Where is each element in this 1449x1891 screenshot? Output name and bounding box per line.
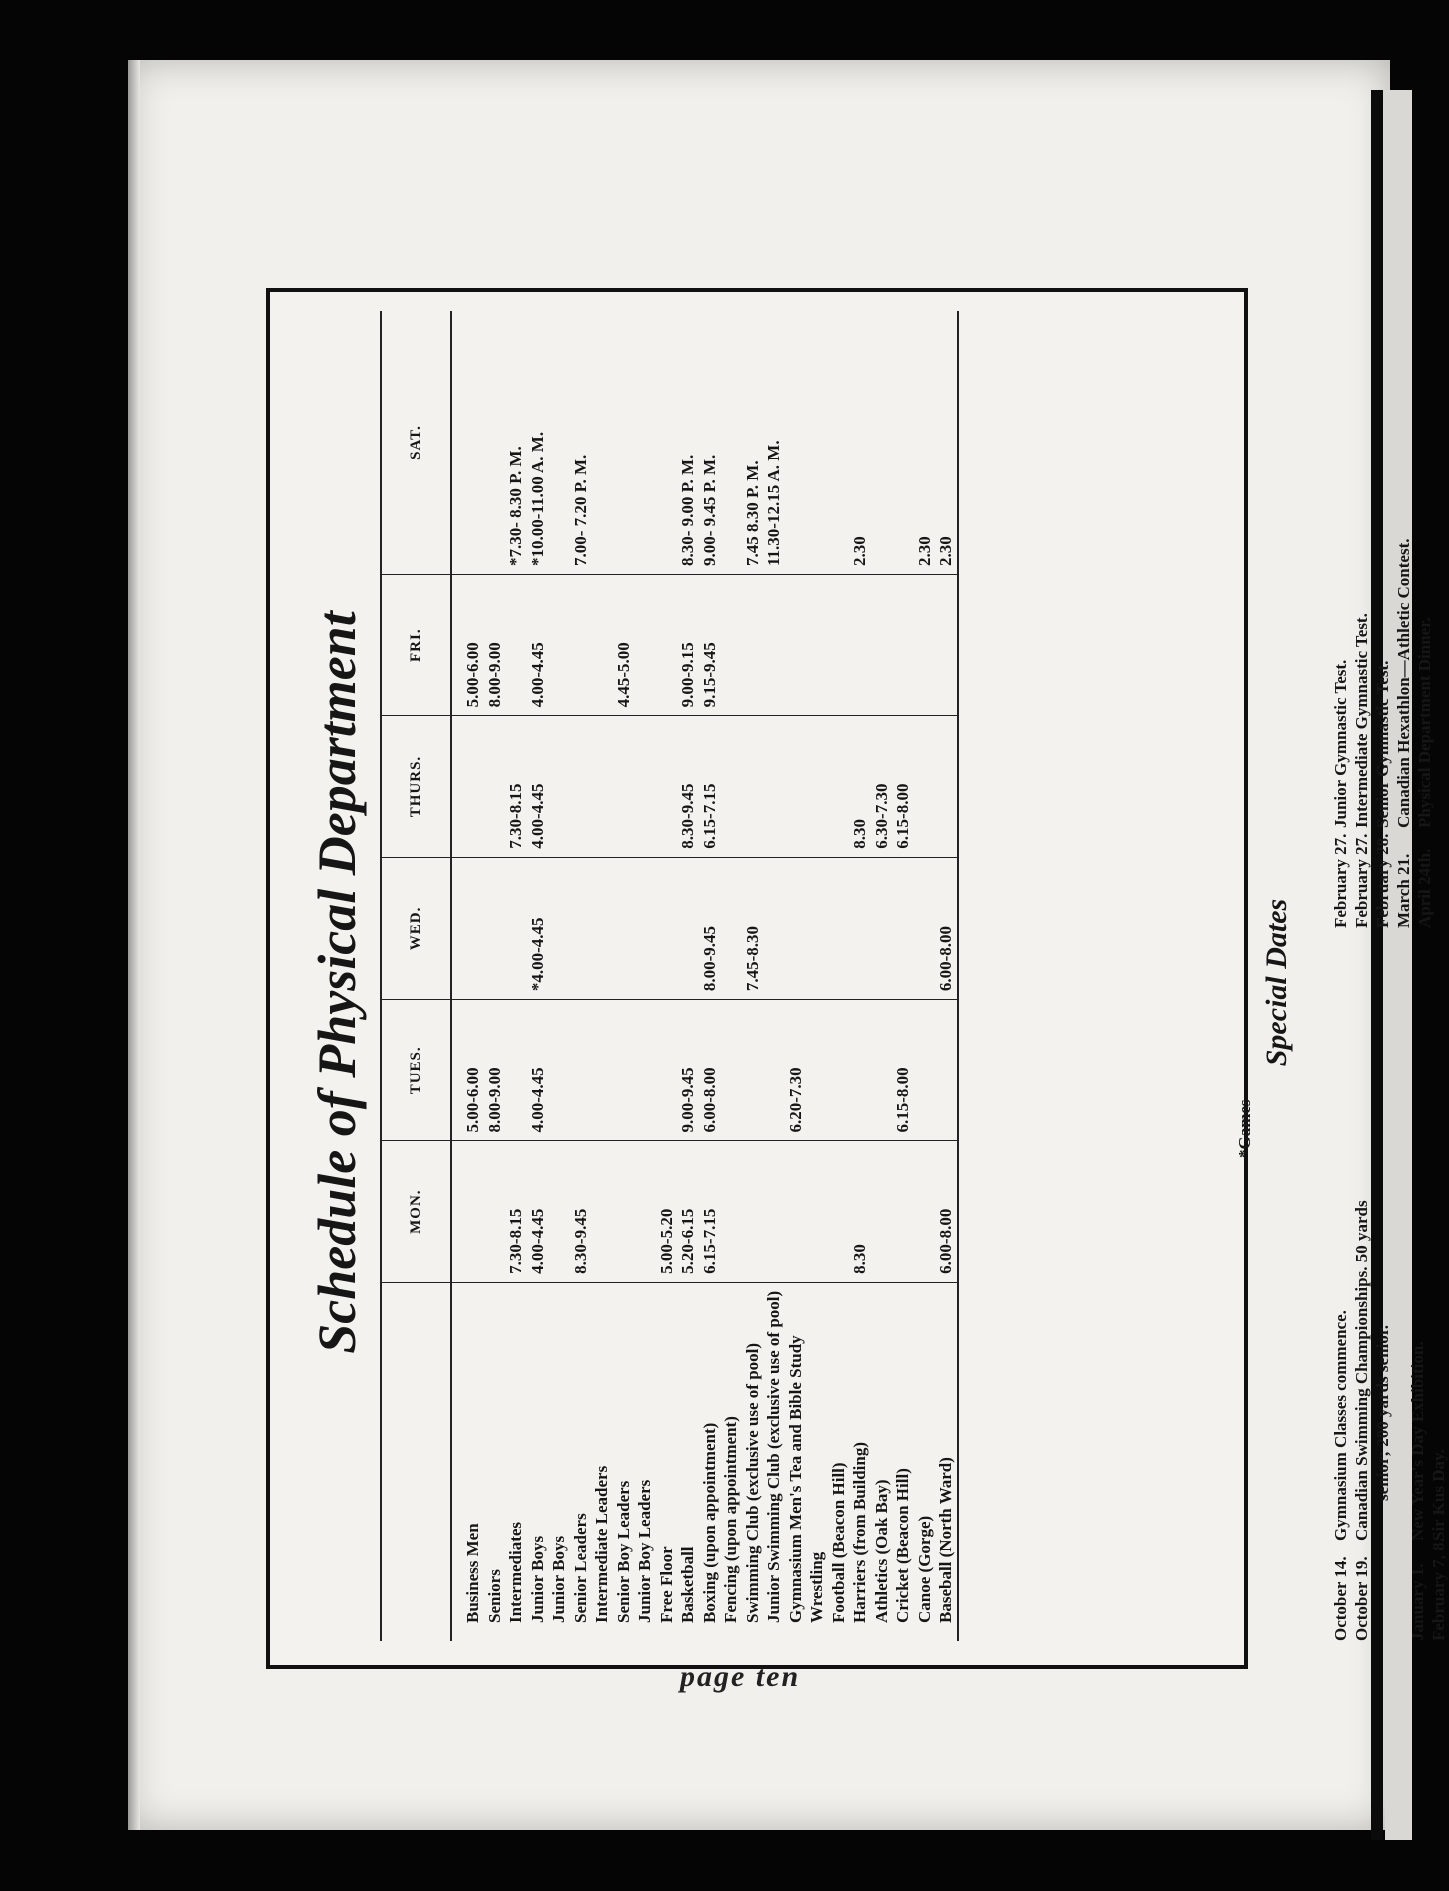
special-date-event: Intermediate Gymnastic Test. [1352, 613, 1371, 828]
special-dates-left [1330, 1200, 1449, 1641]
time-cell [720, 311, 742, 575]
special-date-row [1330, 539, 1351, 928]
time-cell [720, 857, 742, 999]
table-row [591, 311, 613, 1641]
table-row [677, 311, 699, 1641]
activity-cell: Athletics (Oak Bay) [871, 1479, 891, 1623]
special-date-event: Senior Gymnastic Test. [1373, 660, 1392, 828]
time-cell: 6.00-8.00 [699, 1000, 721, 1141]
time-cell: 9.00-9.15 [677, 575, 699, 716]
time-cell: 11.30-12.15 A. M. [763, 311, 785, 575]
activity-cell: Harriers (from Building) [850, 1442, 869, 1623]
special-date-row [1428, 1200, 1449, 1641]
special-date: February 27. [1331, 833, 1350, 928]
activity-cell: Junior Boy Leaders [635, 1479, 654, 1623]
time-cell [871, 575, 893, 716]
special-date-event: Physical Department Dinner. [1415, 617, 1434, 828]
time-cell: 8.30- 9.00 P. M. [677, 311, 699, 575]
time-cell [742, 1141, 764, 1282]
time-cell [914, 1000, 936, 1141]
activity-cell: Junior Boys [527, 1535, 547, 1623]
table-row [763, 311, 785, 1641]
time-cell: 7.45-8.30 [742, 857, 764, 999]
time-cell: 6.15-7.15 [699, 716, 721, 857]
time-cell [871, 857, 893, 999]
special-date-row [1393, 539, 1414, 928]
table-row [656, 311, 678, 1641]
time-cell [570, 857, 592, 999]
time-cell [591, 716, 613, 857]
time-cell [613, 716, 635, 857]
games-note: *Games [1235, 1099, 1254, 1158]
time-cell [806, 716, 828, 857]
time-cell [785, 857, 807, 999]
table-row [462, 311, 484, 1641]
time-cell [914, 716, 936, 857]
time-cell: *10.00-11.00 A. M. [527, 311, 549, 575]
time-cell [720, 716, 742, 857]
time-cell [505, 857, 527, 999]
special-date: April 24th. [1415, 848, 1434, 928]
time-cell: 9.15-9.45 [699, 575, 721, 716]
spacer [1393, 1200, 1407, 1641]
time-cell [634, 716, 656, 857]
time-cell [591, 1000, 613, 1141]
table-header-row [381, 311, 451, 1641]
time-cell: 5.20-6.15 [677, 1141, 699, 1282]
activity-cell: Basketball [678, 1546, 697, 1623]
page-title: Schedule of Physical Department [307, 611, 367, 1354]
time-cell [720, 575, 742, 716]
special-date-row [1372, 1200, 1393, 1641]
table-row [484, 311, 506, 1641]
time-cell: 6.15-8.00 [892, 1000, 914, 1141]
time-cell: 6.20-7.30 [785, 1000, 807, 1141]
special-date-row [1407, 1200, 1428, 1641]
time-cell: 4.00-4.45 [527, 1141, 549, 1282]
table-row [634, 311, 656, 1641]
time-cell: 2.30 [849, 311, 871, 575]
time-cell [935, 716, 958, 857]
activity-cell: Wrestling [807, 1551, 826, 1623]
time-cell [785, 311, 807, 575]
time-cell: 6.00-8.00 [935, 857, 958, 999]
time-cell [892, 311, 914, 575]
activity-cell: Seniors [484, 1569, 504, 1623]
table-row [785, 311, 807, 1641]
time-cell [871, 1000, 893, 1141]
special-date-row [1414, 539, 1435, 928]
schedule-body [451, 311, 958, 1641]
time-cell [548, 716, 570, 857]
time-cell [849, 1000, 871, 1141]
table-row [914, 311, 936, 1641]
time-cell: 6.30-7.30 [871, 716, 893, 857]
activity-cell: Business Men [463, 1523, 482, 1623]
activity-cell: Swimming Club (exclusive use of pool) [742, 1342, 762, 1623]
time-cell [591, 857, 613, 999]
time-cell [806, 857, 828, 999]
time-cell [806, 311, 828, 575]
activity-cell: Gymnasium Men's Tea and Bible Study [785, 1335, 805, 1623]
special-date: March 21. [1394, 853, 1413, 928]
special-date-row [1372, 539, 1393, 928]
time-cell [914, 1141, 936, 1282]
time-cell [828, 575, 850, 716]
time-cell: 4.00-4.45 [527, 575, 549, 716]
time-cell [763, 1000, 785, 1141]
time-cell [742, 716, 764, 857]
time-cell [462, 311, 484, 575]
time-cell [763, 716, 785, 857]
page-edge [128, 60, 140, 1830]
time-cell [871, 1141, 893, 1282]
table-row [849, 311, 871, 1641]
time-cell [828, 1141, 850, 1282]
time-cell [914, 575, 936, 716]
time-cell [613, 1000, 635, 1141]
activity-cell: Senior Leaders [570, 1513, 590, 1623]
time-cell: 4.00-4.45 [527, 1000, 549, 1141]
time-cell [806, 1000, 828, 1141]
table-row [871, 311, 893, 1641]
special-date-event: Gymnasium Classes commence. [1331, 1310, 1350, 1541]
activity-cell: Fencing (upon appointment) [721, 1416, 740, 1623]
column-header: TUES. [381, 1000, 451, 1141]
special-dates-title: Special Dates [1260, 898, 1293, 1067]
table-row [699, 311, 721, 1641]
column-header: THURS. [381, 716, 451, 857]
column-header: WED. [381, 857, 451, 999]
time-cell [656, 311, 678, 575]
table-row [935, 311, 958, 1641]
time-cell [828, 857, 850, 999]
time-cell: 7.00- 7.20 P. M. [570, 311, 592, 575]
special-date-event: Junior Gymnastic Test. [1331, 659, 1350, 828]
time-cell [892, 1141, 914, 1282]
activity-cell: Free Floor [656, 1546, 676, 1623]
time-cell [484, 1141, 506, 1282]
activity-cell: Canoe (Gorge) [914, 1515, 934, 1623]
time-cell: 5.00-6.00 [462, 1000, 484, 1141]
time-cell [828, 716, 850, 857]
special-date-row [1330, 1200, 1351, 1641]
time-cell [591, 311, 613, 575]
activity-cell: Boxing (upon appointment) [699, 1422, 719, 1623]
time-cell [763, 575, 785, 716]
time-cell [548, 575, 570, 716]
time-cell: 7.30-8.15 [505, 1141, 527, 1282]
special-date-event: Canadian Hexathlon—Athletic Contest. [1394, 538, 1413, 828]
time-cell [505, 1000, 527, 1141]
time-cell: 6.15-7.15 [699, 1141, 721, 1282]
time-cell [828, 311, 850, 575]
special-date-row [1351, 539, 1372, 928]
time-cell: 8.00-9.45 [699, 857, 721, 999]
time-cell [462, 1141, 484, 1282]
time-cell [591, 1141, 613, 1282]
special-date: February 27. [1352, 833, 1371, 928]
time-cell: 5.00-6.00 [462, 575, 484, 716]
time-cell [935, 575, 958, 716]
time-cell: 8.00-9.00 [484, 575, 506, 716]
table-row [505, 311, 527, 1641]
time-cell [570, 575, 592, 716]
time-cell [677, 857, 699, 999]
time-cell [763, 1141, 785, 1282]
time-cell: 7.30-8.15 [505, 716, 527, 857]
table-row [892, 311, 914, 1641]
time-cell [785, 575, 807, 716]
time-cell [892, 575, 914, 716]
time-cell: *4.00-4.45 [527, 857, 549, 999]
table-row [570, 311, 592, 1641]
time-cell [828, 1000, 850, 1141]
table-spacer [451, 311, 462, 1641]
time-cell: *7.30- 8.30 P. M. [505, 311, 527, 575]
time-cell [613, 311, 635, 575]
activity-cell: Football (Beacon Hill) [828, 1462, 848, 1623]
time-cell [806, 575, 828, 716]
time-cell: 7.45 8.30 P. M. [742, 311, 764, 575]
time-cell [570, 716, 592, 857]
time-cell [462, 857, 484, 999]
time-cell [656, 857, 678, 999]
time-cell [720, 1000, 742, 1141]
time-cell [785, 1141, 807, 1282]
time-cell [548, 1141, 570, 1282]
time-cell [634, 311, 656, 575]
time-cell: 2.30 [914, 311, 936, 575]
time-cell [484, 311, 506, 575]
activity-cell: Cricket (Beacon Hill) [893, 1468, 912, 1623]
activity-header [381, 1282, 451, 1641]
table-row [806, 311, 828, 1641]
special-dates-right [1330, 539, 1435, 928]
time-cell [613, 857, 635, 999]
time-cell [849, 575, 871, 716]
time-cell: 9.00- 9.45 P. M. [699, 311, 721, 575]
time-cell [656, 716, 678, 857]
time-cell [484, 716, 506, 857]
time-cell [935, 1000, 958, 1141]
time-cell: 8.30-9.45 [677, 716, 699, 857]
time-cell [742, 1000, 764, 1141]
time-cell [505, 575, 527, 716]
activity-cell: Junior Boys [549, 1535, 568, 1623]
time-cell: 6.15-8.00 [892, 716, 914, 857]
time-cell [892, 857, 914, 999]
time-cell: 8.30-9.45 [570, 1141, 592, 1282]
schedule-table [380, 311, 959, 1641]
special-date-event: senior; 200 yards senior. [1373, 1325, 1392, 1501]
time-cell [742, 575, 764, 716]
special-date: October 19. [1352, 1556, 1371, 1641]
time-cell [548, 1000, 570, 1141]
special-date-event: Canadian Swimming Championships. 50 yards [1352, 1200, 1371, 1541]
time-cell: 8.30 [849, 1141, 871, 1282]
time-cell [656, 575, 678, 716]
time-cell [763, 857, 785, 999]
time-cell: 4.00-4.45 [527, 716, 549, 857]
special-date: February 7, 8. [1429, 1538, 1448, 1641]
time-cell: 4.45-5.00 [613, 575, 635, 716]
table-row [720, 311, 742, 1641]
activity-cell: Intermediate Leaders [592, 1465, 611, 1623]
time-cell [613, 1141, 635, 1282]
time-cell [462, 716, 484, 857]
time-cell: 8.30 [849, 716, 871, 857]
time-cell [634, 1000, 656, 1141]
activity-cell: Senior Boy Leaders [613, 1480, 633, 1623]
page-label: page ten [680, 1660, 801, 1693]
time-cell [720, 1141, 742, 1282]
table-row [828, 311, 850, 1641]
time-cell: 2.30 [935, 311, 958, 575]
time-cell [634, 857, 656, 999]
table-row [613, 311, 635, 1641]
special-date-row [1351, 1200, 1372, 1641]
time-cell: 9.00-9.45 [677, 1000, 699, 1141]
special-date-event: New Year's Day Exhibition. [1408, 1341, 1427, 1541]
table-row [527, 311, 549, 1641]
time-cell [656, 1000, 678, 1141]
rotated-content [270, 292, 1448, 1673]
column-header: SAT. [381, 311, 451, 575]
activity-cell: Baseball (North Ward) [935, 1282, 958, 1641]
time-cell [484, 857, 506, 999]
time-cell [570, 1000, 592, 1141]
time-cell [871, 311, 893, 575]
special-date: October 14. [1331, 1556, 1350, 1641]
time-cell [806, 1141, 828, 1282]
time-cell [914, 857, 936, 999]
time-cell: 5.00-5.20 [656, 1141, 678, 1282]
activity-cell: Intermediates [506, 1521, 525, 1623]
time-cell [548, 857, 570, 999]
table-row [548, 311, 570, 1641]
time-cell [591, 575, 613, 716]
special-date-event: Sir Kus Day. [1429, 1449, 1448, 1541]
special-date: January 1. [1408, 1563, 1427, 1641]
special-date: February 28. [1373, 833, 1392, 928]
column-header: MON. [381, 1141, 451, 1282]
time-cell: 6.00-8.00 [935, 1141, 958, 1282]
time-cell [785, 716, 807, 857]
time-cell: 8.00-9.00 [484, 1000, 506, 1141]
time-cell [634, 575, 656, 716]
time-cell [849, 857, 871, 999]
time-cell [634, 1141, 656, 1282]
activity-cell: Junior Swimming Club (exclusive use of pool) [764, 1290, 783, 1623]
column-header: FRI. [381, 575, 451, 716]
time-cell [548, 311, 570, 575]
table-row [742, 311, 764, 1641]
schedule-frame [266, 288, 1448, 1669]
